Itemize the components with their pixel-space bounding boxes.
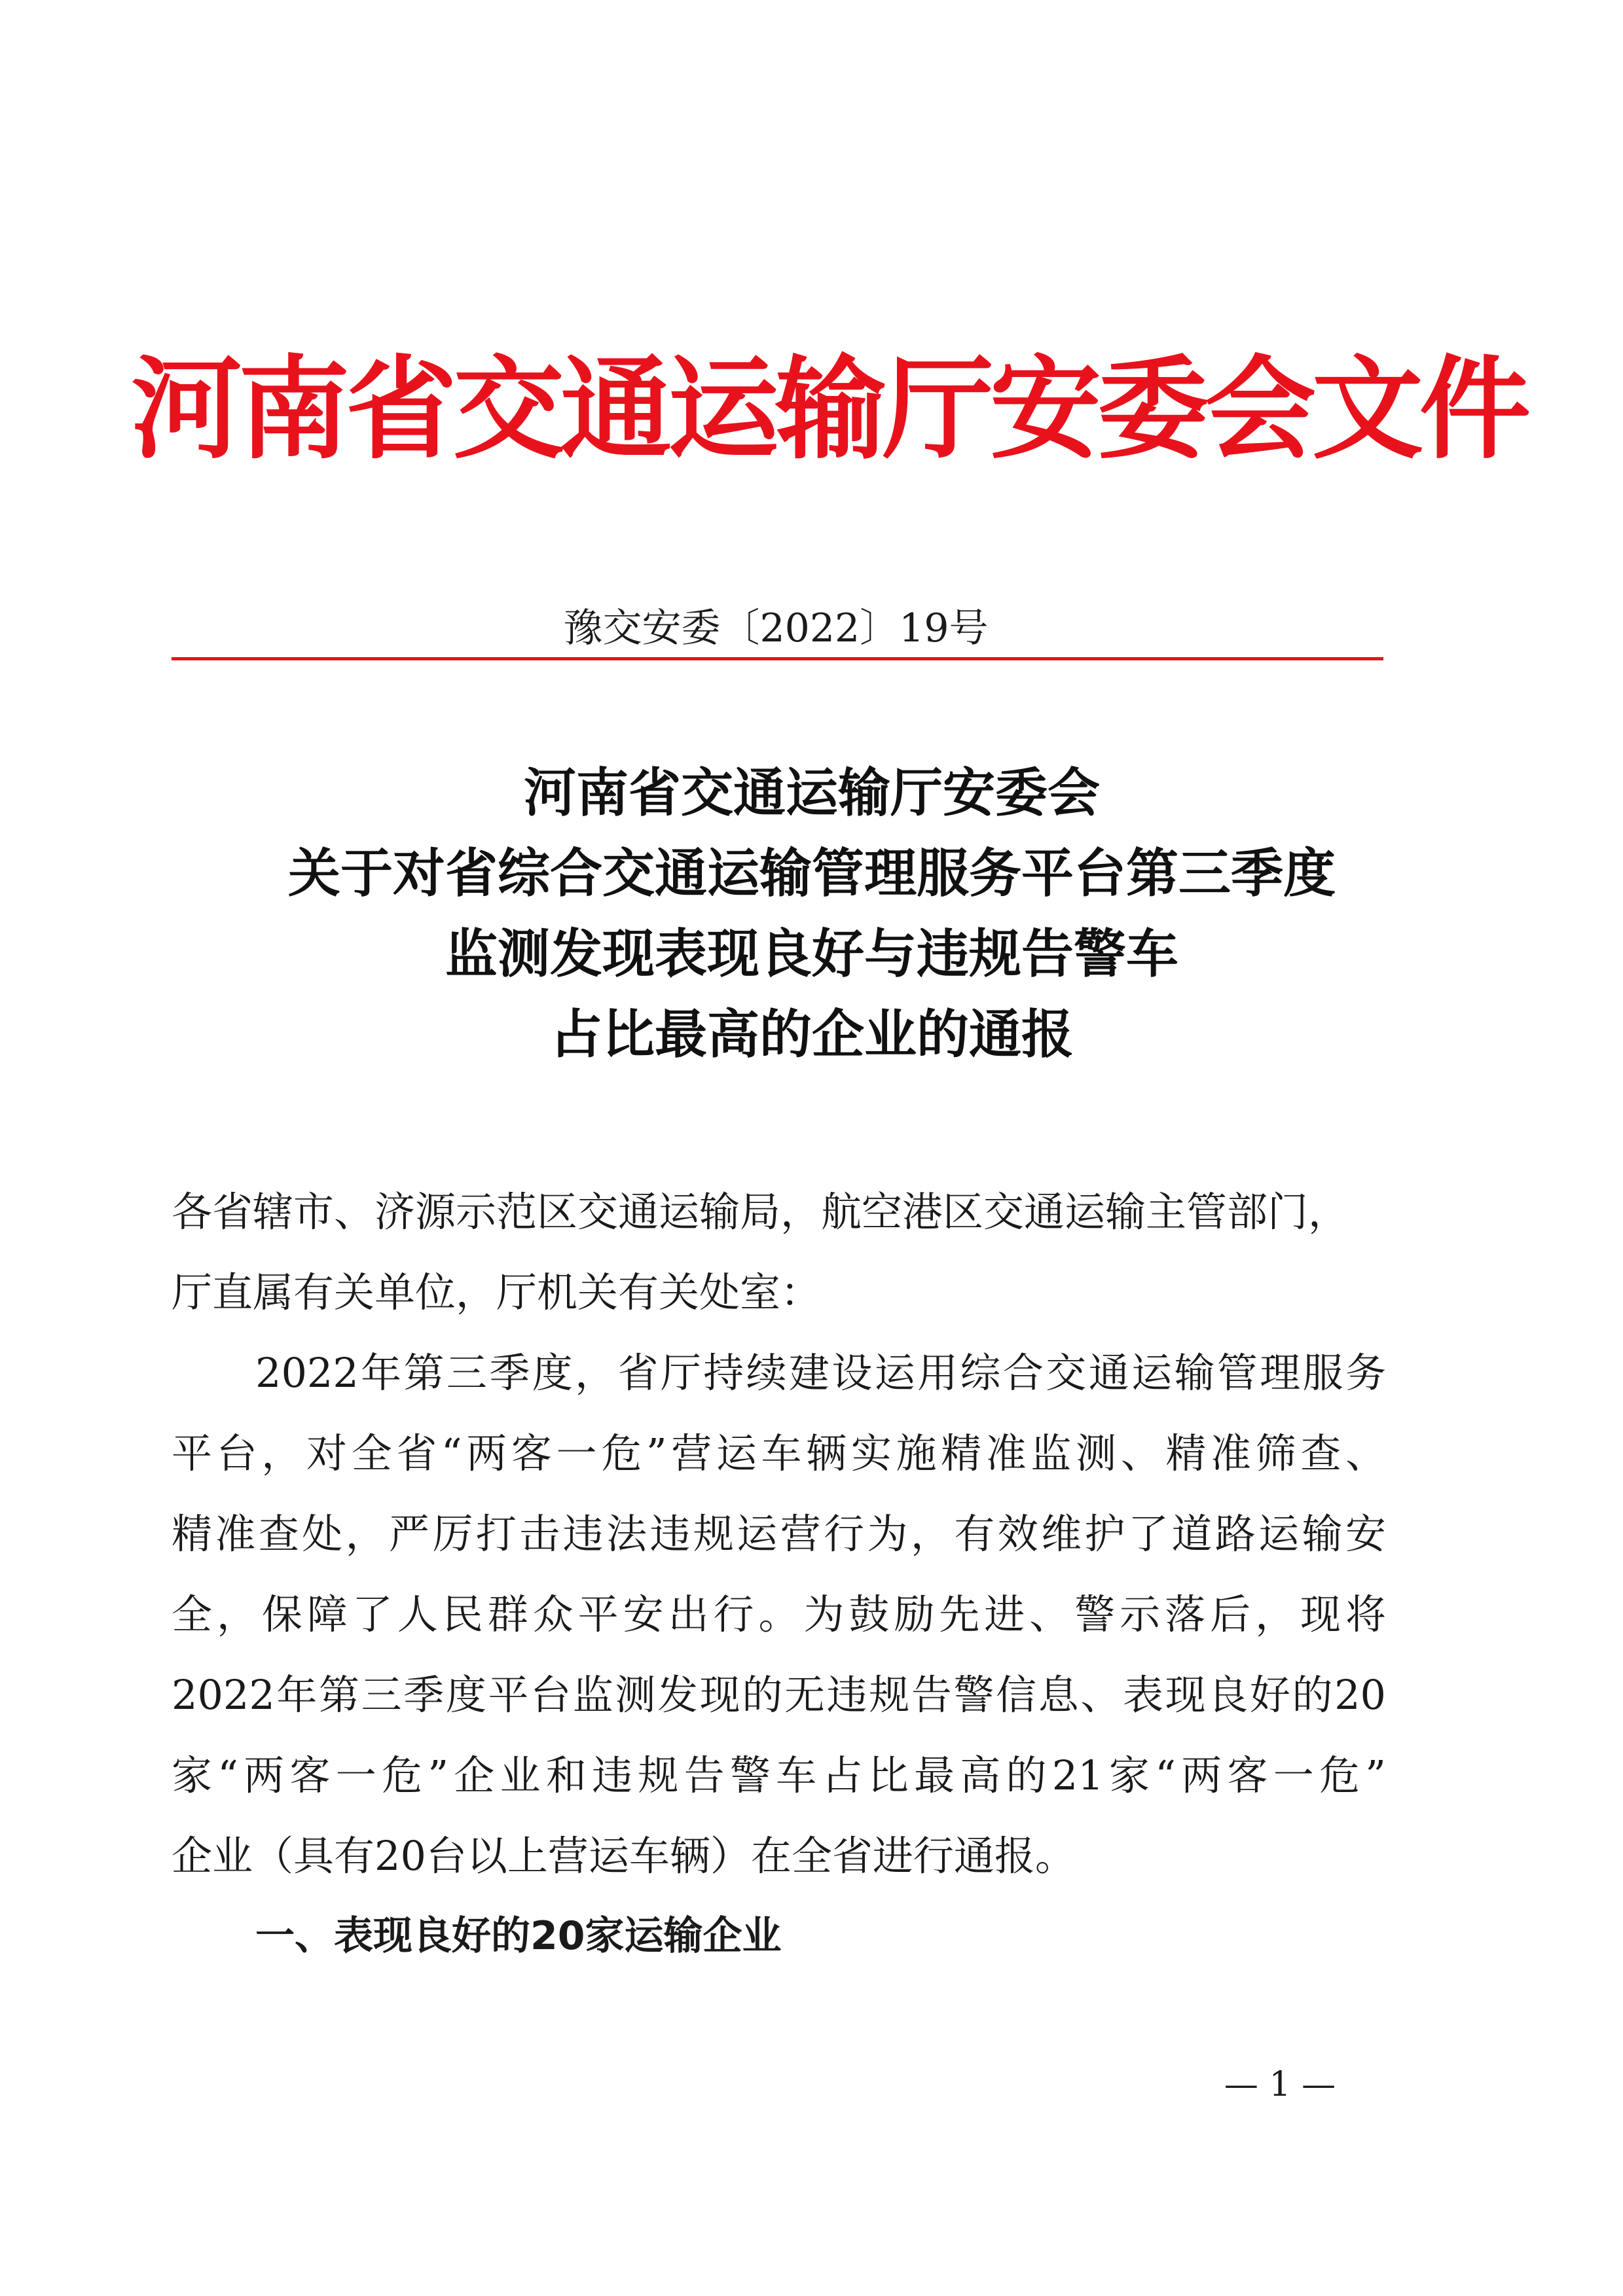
paragraph-line-3: 精准查处，严厉打击违法违规运营行为，有效维护了道路运输安 (172, 1510, 1386, 1558)
addressee-line-1: 各省辖市、济源示范区交通运输局，航空港区交通运输主管部门， (172, 1188, 1349, 1236)
paragraph-line-4: 全，保障了人民群众平安出行。为鼓励先进、警示落后，现将 (172, 1590, 1386, 1638)
paragraph-line-7: 企业（具有20台以上营运车辆）在全省进行通报。 (172, 1832, 1076, 1880)
title-line-1: 河南省交通运输厅安委会 (524, 762, 1100, 823)
title-line-2: 关于对省综合交通运输管理服务平台第三季度 (288, 842, 1336, 904)
section-heading: 一、表现良好的20家运输企业 (255, 1913, 782, 1959)
notice-body (172, 1172, 1386, 1977)
title-line-3: 监测发现表现良好与违规告警车 (445, 923, 1178, 984)
addressee-line-2: 厅直属有关单位，厅机关有关处室： (172, 1268, 822, 1316)
paragraph-line-1: 2022年第三季度，省厅持续建设运用综合交通运输管理服务 (255, 1349, 1386, 1397)
paragraph-line-5: 2022年第三季度平台监测发现的无违规告警信息、表现良好的20 (172, 1671, 1386, 1719)
notice-title (131, 753, 1493, 1075)
red-divider-line (172, 657, 1383, 660)
title-line-4: 占比最高的企业的通报 (550, 1003, 1074, 1065)
paragraph-line-2: 平台，对全省“两客一危”营运车辆实施精准监测、精准筛查、 (172, 1429, 1386, 1477)
document-number: 豫交安委〔2022〕19号 (563, 605, 989, 651)
document-masthead: 河南省交通运输厅安委会文件 (131, 344, 1527, 475)
page-number: — 1 — (1224, 2065, 1336, 2104)
paragraph-line-6: 家“两客一危”企业和违规告警车占比最高的21家“两客一危” (172, 1751, 1386, 1799)
